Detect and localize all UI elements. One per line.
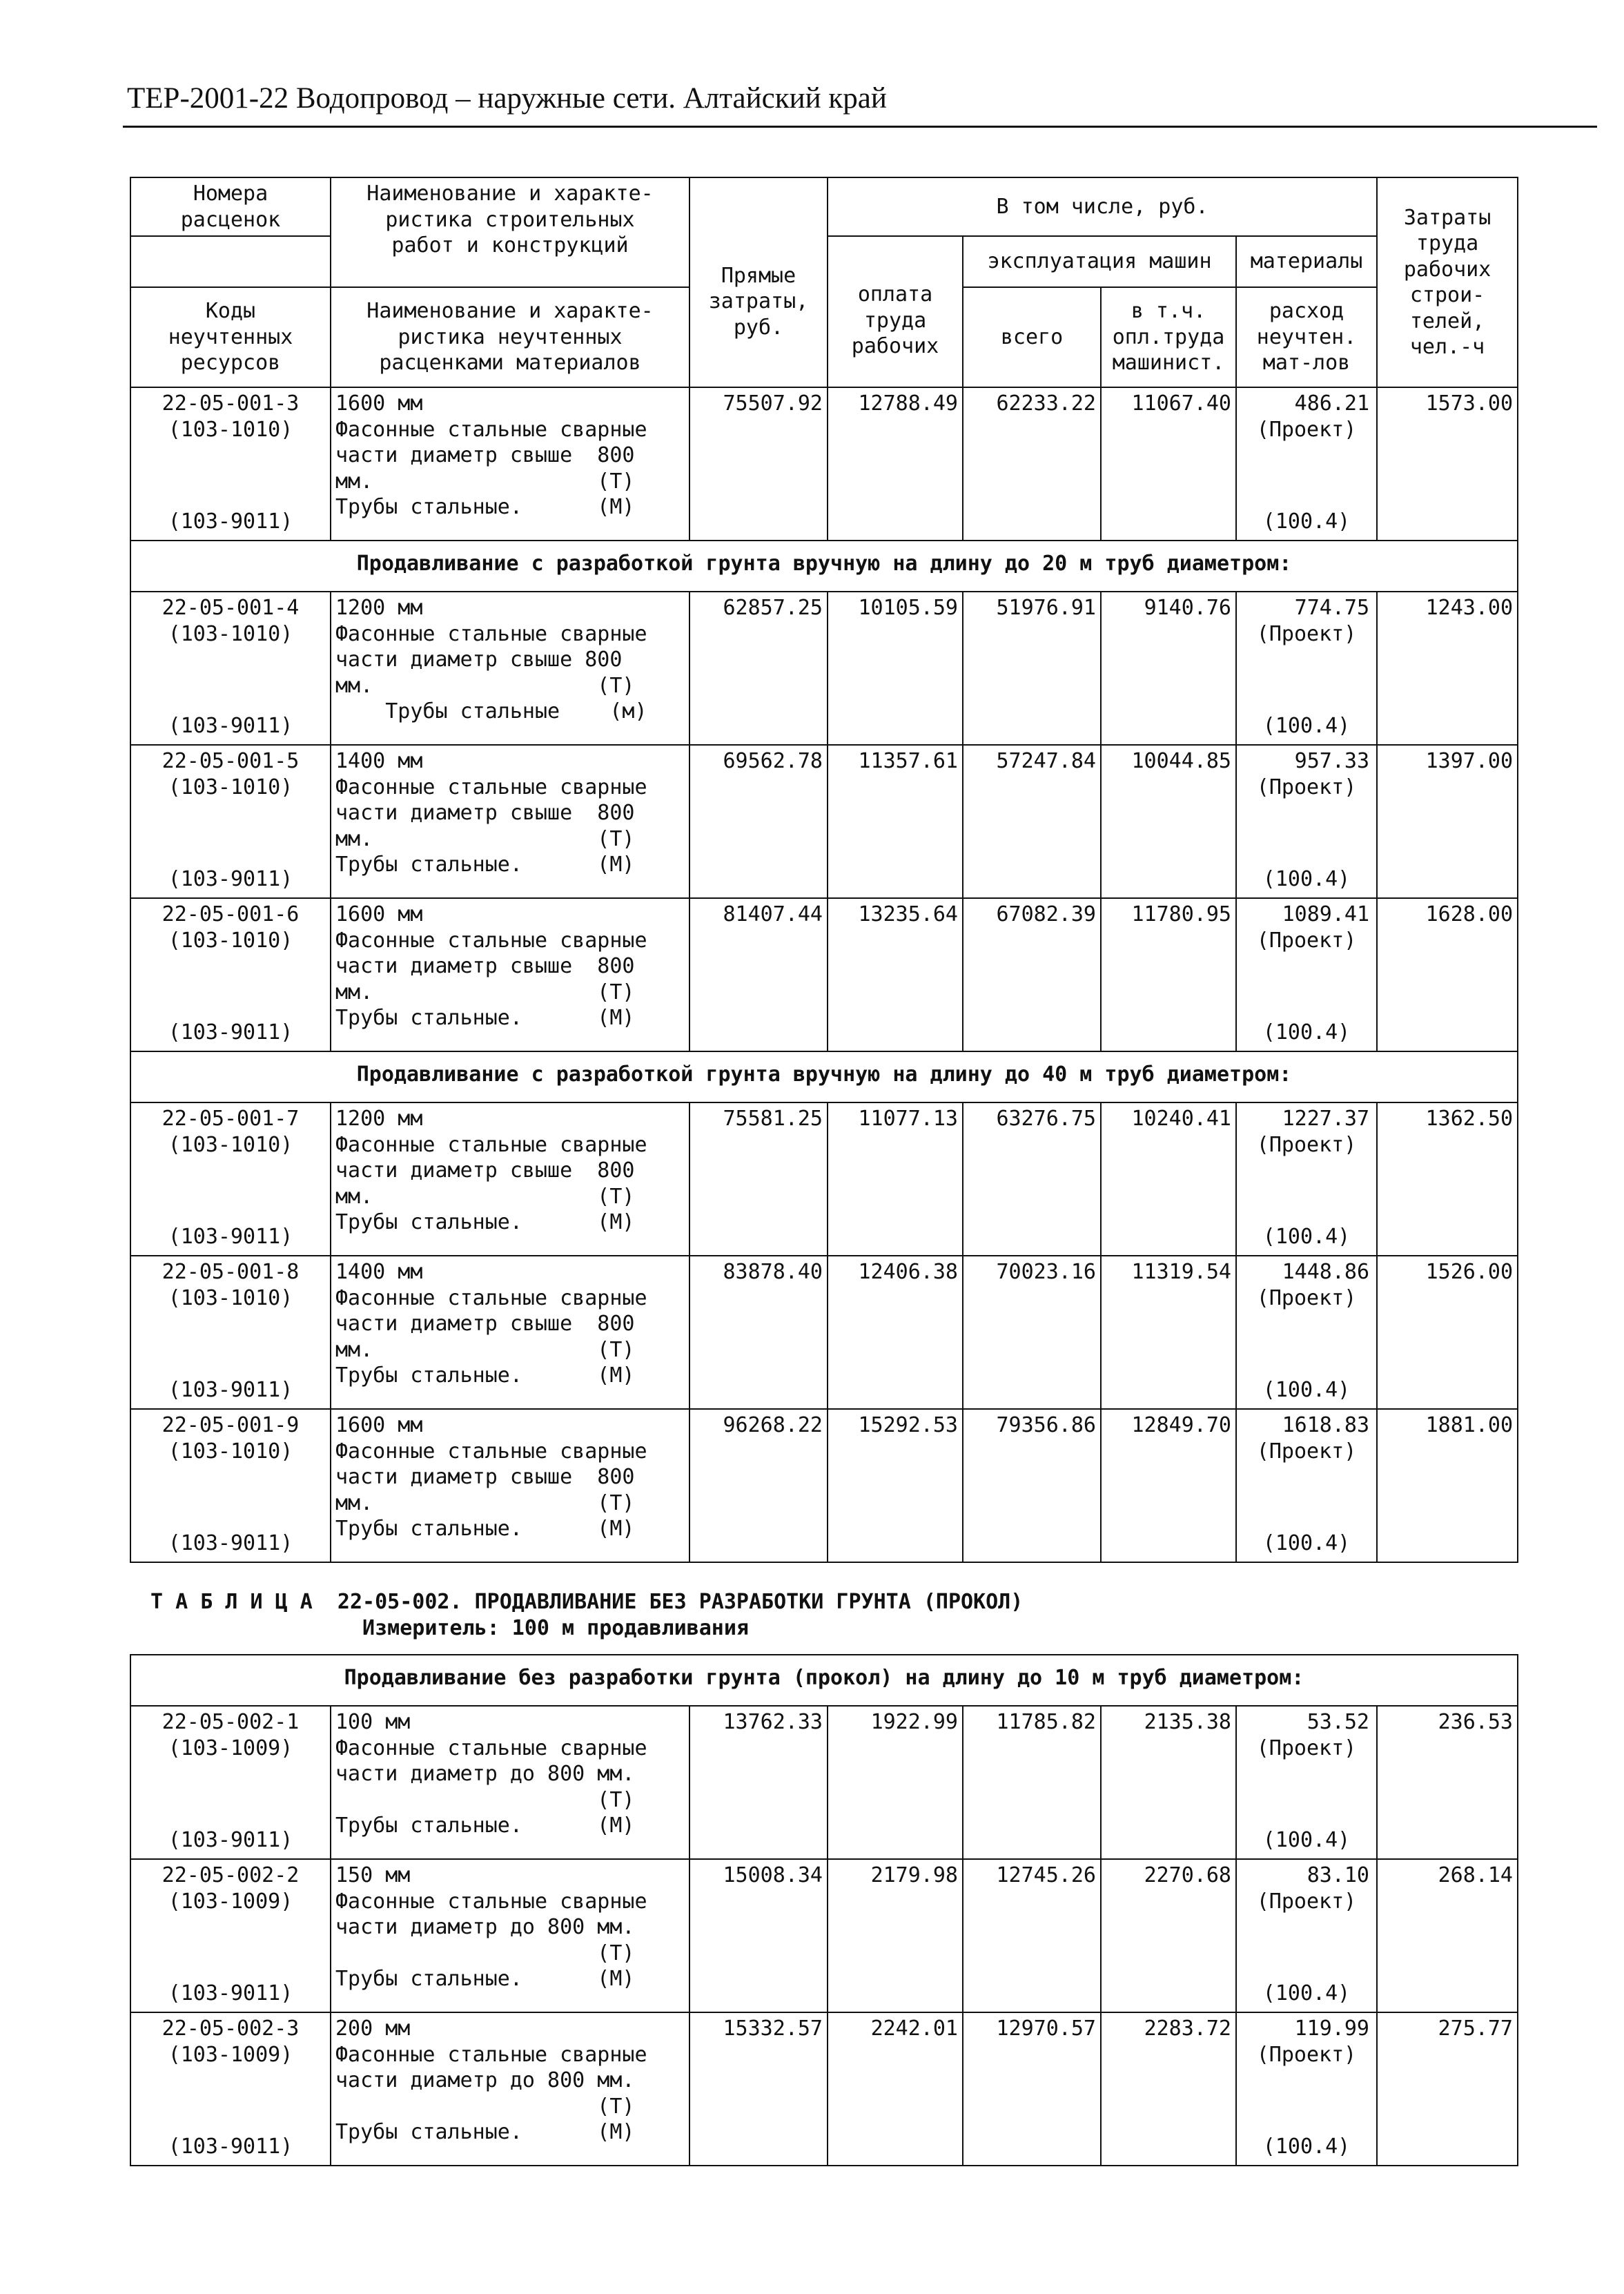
rate-code-cell (130, 1706, 331, 1859)
rate-code-cell (130, 387, 331, 541)
direct-cost: 62857.25 (689, 592, 828, 745)
machines-total: 79356.86 (963, 1409, 1101, 1562)
name-sub-header: Наименование и характе- ристика неучтенных расценками материалов (331, 287, 689, 387)
section-title: Продавливание с разработкой грунта вручную на длину до 20 м труб диаметром: (130, 541, 1518, 592)
direct-cost: 83878.40 (689, 1256, 828, 1409)
materials-cell (1236, 1859, 1377, 2012)
table-row (130, 1102, 1518, 1256)
labor-hours: 1243.00 (1377, 592, 1518, 745)
rate-code: 22-05-002-2 (162, 1863, 300, 1887)
section-title: Продавливание без разработки грунта (прокол) на длину до 10 м труб диаметром: (130, 1655, 1518, 1706)
work-description: 200 мм Фасонные стальные сварные части диаметр до 800 мм. (Т) Трубы стальные. (М) (331, 2012, 689, 2166)
machines-labor: 10240.41 (1101, 1102, 1236, 1256)
materials-value: 1089.41 (1282, 902, 1370, 926)
materials-unit: (Проект) (1256, 1736, 1357, 1760)
materials-value: 957.33 (1294, 749, 1370, 773)
resource-code: (103-1010) (168, 1285, 293, 1310)
table-row (130, 898, 1518, 1051)
materials-unit: (Проект) (1256, 928, 1357, 953)
labor-pay: 12788.49 (828, 387, 963, 541)
materials-cell (1236, 2012, 1377, 2166)
section-row (130, 541, 1518, 592)
labor-hours: 1397.00 (1377, 745, 1518, 898)
resource-code: (103-1010) (168, 1439, 293, 1464)
materials-unit: (Проект) (1256, 1889, 1357, 1914)
direct-cost: 69562.78 (689, 745, 828, 898)
table-row (130, 387, 1518, 541)
codes-header: Коды неучтенных ресурсов (130, 287, 331, 387)
materials-price-index: (100.4) (1262, 866, 1351, 891)
direct-cost-header: Прямые затраты, руб. (689, 177, 828, 387)
rate-code: 22-05-001-4 (162, 596, 300, 620)
table-row (130, 2012, 1518, 2166)
materials-unit: (Проект) (1256, 775, 1357, 799)
resource-code: (103-9011) (168, 2134, 293, 2159)
section-row (130, 1655, 1518, 1706)
resource-code: (103-9011) (168, 509, 293, 534)
rate-code-cell (130, 592, 331, 745)
header-rule (123, 126, 1597, 128)
incl-header: В том числе, руб. (828, 177, 1377, 236)
materials-cell (1236, 1102, 1377, 1256)
rate-code: 22-05-001-5 (162, 749, 300, 773)
resource-code: (103-1009) (168, 2042, 293, 2067)
machines-total: 67082.39 (963, 898, 1101, 1051)
labor-pay: 2179.98 (828, 1859, 963, 2012)
resource-code: (103-9011) (168, 1530, 293, 1555)
materials-header: материалы (1236, 236, 1377, 287)
resource-code: (103-9011) (168, 866, 293, 891)
materials-unit: (Проект) (1256, 1439, 1357, 1464)
labor-hours: 1362.50 (1377, 1102, 1518, 1256)
machines-total: 62233.22 (963, 387, 1101, 541)
materials-value: 1448.86 (1282, 1260, 1370, 1284)
resource-code: (103-1010) (168, 621, 293, 646)
machines-labor: 2270.68 (1101, 1859, 1236, 2012)
rates-table-22-05-002 (130, 1654, 1518, 2166)
work-description: 1200 мм Фасонные стальные сварные части диаметр свыше 800 мм. (Т) Трубы стальные. (М) (331, 1102, 689, 1256)
resource-code: (103-9011) (168, 713, 293, 738)
work-description: 1200 мм Фасонные стальные сварные части диаметр свыше 800 мм. (Т) Трубы стальные (м) (331, 592, 689, 745)
materials-unit: (Проект) (1256, 621, 1357, 646)
materials-cell (1236, 1706, 1377, 1859)
machines-labor: 11319.54 (1101, 1256, 1236, 1409)
direct-cost: 13762.33 (689, 1706, 828, 1859)
machines-total: 11785.82 (963, 1706, 1101, 1859)
table-row (130, 1256, 1518, 1409)
resource-code: (103-1009) (168, 1889, 293, 1914)
page-header: ТЕР-2001-22 Водопровод – наружные сети. Алтайский край (127, 82, 887, 115)
rate-code: 22-05-001-3 (162, 391, 300, 416)
machines-total: 12745.26 (963, 1859, 1101, 2012)
caption-measure: Измеритель: 100 м продавливания (150, 1616, 749, 1640)
resource-code: (103-9011) (168, 1827, 293, 1852)
resource-code: (103-1010) (168, 1132, 293, 1157)
direct-cost: 15332.57 (689, 2012, 828, 2166)
caption-title: Т А Б Л И Ц А 22-05-002. ПРОДАВЛИВАНИЕ БЕЗ РАЗРАБОТКИ ГРУНТА (ПРОКОЛ) (150, 1590, 1024, 1614)
materials-cell (1236, 387, 1377, 541)
direct-cost: 81407.44 (689, 898, 828, 1051)
direct-cost: 96268.22 (689, 1409, 828, 1562)
resource-code: (103-1010) (168, 775, 293, 799)
rate-code: 22-05-001-7 (162, 1107, 300, 1131)
machines-total: 63276.75 (963, 1102, 1101, 1256)
work-description: 1600 мм Фасонные стальные сварные части диаметр свыше 800 мм. (Т) Трубы стальные. (М) (331, 898, 689, 1051)
resource-code: (103-9011) (168, 1020, 293, 1044)
work-description: 1600 мм Фасонные стальные сварные части диаметр свыше 800 мм. (Т) Трубы стальные. (М) (331, 387, 689, 541)
direct-cost: 75581.25 (689, 1102, 828, 1256)
materials-price-index: (100.4) (1262, 1020, 1351, 1044)
machines-labor: 10044.85 (1101, 745, 1236, 898)
direct-cost: 75507.92 (689, 387, 828, 541)
machines-total: 51976.91 (963, 592, 1101, 745)
table-row (130, 592, 1518, 745)
machines-labor: 11067.40 (1101, 387, 1236, 541)
labor-hours: 268.14 (1377, 1859, 1518, 2012)
rate-code-cell (130, 1409, 331, 1562)
direct-cost: 15008.34 (689, 1859, 828, 2012)
labor-hours: 1573.00 (1377, 387, 1518, 541)
machines-labor: 11780.95 (1101, 898, 1236, 1051)
name-header: Наименование и характе- ристика строительных работ и конструкций (331, 177, 689, 287)
rates-table-22-05-001 (130, 177, 1518, 1563)
labor-pay: 10105.59 (828, 592, 963, 745)
resource-code: (103-9011) (168, 1377, 293, 1402)
rate-code: 22-05-001-9 (162, 1413, 300, 1437)
machines-header: эксплуатация машин (963, 236, 1236, 287)
work-description: 1400 мм Фасонные стальные сварные части диаметр свыше 800 мм. (Т) Трубы стальные. (М) (331, 745, 689, 898)
machines-labor: 12849.70 (1101, 1409, 1236, 1562)
resource-code: (103-9011) (168, 1224, 293, 1249)
materials-unit: (Проект) (1256, 1132, 1357, 1157)
work-description: 100 мм Фасонные стальные сварные части диаметр до 800 мм. (Т) Трубы стальные. (М) (331, 1706, 689, 1859)
materials-value: 53.52 (1307, 1710, 1369, 1734)
machines-total: 12970.57 (963, 2012, 1101, 2166)
rate-code: 22-05-002-1 (162, 1710, 300, 1734)
materials-value: 1227.37 (1282, 1107, 1370, 1131)
materials-price-index: (100.4) (1262, 1827, 1351, 1852)
table-row (130, 1859, 1518, 2012)
materials-cell (1236, 592, 1377, 745)
table-caption (150, 1589, 1503, 1642)
rate-code: 22-05-002-3 (162, 2016, 300, 2041)
rate-code-cell (130, 1102, 331, 1256)
machines-total: 70023.16 (963, 1256, 1101, 1409)
materials-value: 1618.83 (1282, 1413, 1370, 1437)
table-row (130, 1706, 1518, 1859)
machines-labor: 2283.72 (1101, 2012, 1236, 2166)
materials-unit: (Проект) (1256, 1285, 1357, 1310)
labor-pay: 13235.64 (828, 898, 963, 1051)
labor-pay-header: оплата труда рабочих (828, 236, 963, 387)
rate-code-cell (130, 1256, 331, 1409)
machines-labor: 2135.38 (1101, 1706, 1236, 1859)
materials-price-index: (100.4) (1262, 1981, 1351, 2005)
machines-total-header: всего (963, 287, 1101, 387)
rate-code-cell (130, 745, 331, 898)
materials-price-index: (100.4) (1262, 1224, 1351, 1249)
work-description: 150 мм Фасонные стальные сварные части диаметр до 800 мм. (Т) Трубы стальные. (М) (331, 1859, 689, 2012)
materials-unit: (Проект) (1256, 2042, 1357, 2067)
labor-pay: 11357.61 (828, 745, 963, 898)
labor-pay: 15292.53 (828, 1409, 963, 1562)
number-header: Номера расценок (130, 177, 331, 236)
materials-cell (1236, 745, 1377, 898)
resource-code: (103-1009) (168, 1736, 293, 1760)
machines-labor: 9140.76 (1101, 592, 1236, 745)
materials-price-index: (100.4) (1262, 2134, 1351, 2159)
labor-hours: 236.53 (1377, 1706, 1518, 1859)
rate-code: 22-05-001-8 (162, 1260, 300, 1284)
labor-pay: 2242.01 (828, 2012, 963, 2166)
materials-price-index: (100.4) (1262, 509, 1351, 534)
section-title: Продавливание с разработкой грунта вручную на длину до 40 м труб диаметром: (130, 1051, 1518, 1102)
rate-code-cell (130, 2012, 331, 2166)
labor-hours: 275.77 (1377, 2012, 1518, 2166)
table-row (130, 745, 1518, 898)
section-row (130, 1051, 1518, 1102)
resource-code: (103-9011) (168, 1981, 293, 2005)
labor-hours: 1526.00 (1377, 1256, 1518, 1409)
materials-cell (1236, 1256, 1377, 1409)
labor-hours: 1628.00 (1377, 898, 1518, 1051)
materials-unit: (Проект) (1256, 417, 1357, 442)
table-row (130, 1409, 1518, 1562)
rate-code-cell (130, 898, 331, 1051)
rate-code-cell (130, 1859, 331, 2012)
materials-price-index: (100.4) (1262, 1530, 1351, 1555)
materials-value: 83.10 (1307, 1863, 1369, 1887)
materials-cell (1236, 898, 1377, 1051)
labor-hours: 1881.00 (1377, 1409, 1518, 1562)
machines-total: 57247.84 (963, 745, 1101, 898)
labor-pay: 1922.99 (828, 1706, 963, 1859)
machines-incl-header: в т.ч. опл.труда машинист. (1101, 287, 1236, 387)
rate-code: 22-05-001-6 (162, 902, 300, 926)
materials-price-index: (100.4) (1262, 713, 1351, 738)
materials-value: 119.99 (1294, 2016, 1369, 2041)
labor-pay: 12406.38 (828, 1256, 963, 1409)
work-description: 1400 мм Фасонные стальные сварные части диаметр свыше 800 мм. (Т) Трубы стальные. (М) (331, 1256, 689, 1409)
labor-cost-header: Затраты труда рабочих строи- телей, чел.-ч (1377, 177, 1518, 387)
work-description: 1600 мм Фасонные стальные сварные части диаметр свыше 800 мм. (Т) Трубы стальные. (М) (331, 1409, 689, 1562)
number-header-spacer (130, 236, 331, 287)
materials-value: 774.75 (1294, 596, 1370, 620)
materials-cell (1236, 1409, 1377, 1562)
resource-code: (103-1010) (168, 417, 293, 442)
materials-sub-header: расход неучтен. мат-лов (1236, 287, 1377, 387)
resource-code: (103-1010) (168, 928, 293, 953)
materials-value: 486.21 (1294, 391, 1370, 416)
materials-price-index: (100.4) (1262, 1377, 1351, 1402)
labor-pay: 11077.13 (828, 1102, 963, 1256)
